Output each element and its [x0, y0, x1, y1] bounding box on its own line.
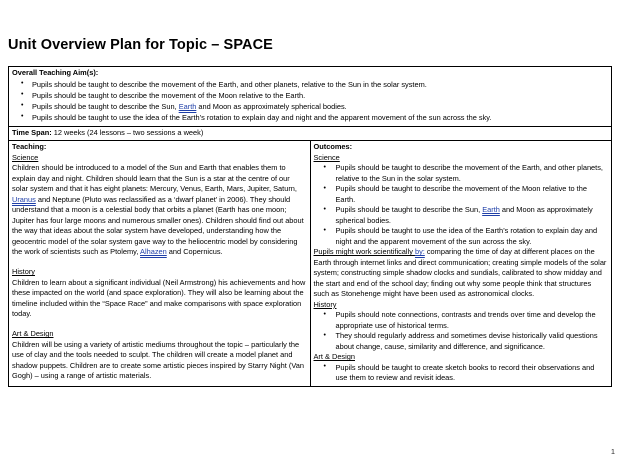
outcome-text: They should regularly address and sometimes devise historically valid questions about change, cause, similarity and difference, and significance. [335, 331, 598, 351]
unit-overview-table [8, 66, 612, 387]
teaching-cell [9, 141, 311, 387]
overall-aims-cell [9, 67, 612, 127]
outcomes-science-list [314, 163, 609, 247]
list-item [32, 80, 608, 91]
list-item [336, 331, 609, 352]
list-item [336, 310, 609, 331]
note-lead: Pupils might work scientifically [313, 247, 415, 257]
note-body: comparing the time of day at different places on the Earth through internet links and direct communication; creating simple models of the solar system; constructing simple shadow clocks and sundials, calibrated to show midday and the start and end of the school day; finding out why some people think that structures such as Stonehenge might have been used as astronomical clocks. [313, 247, 607, 299]
spellcheck-flagged-word: Earth [482, 205, 500, 215]
spellcheck-flagged-word: by: [414, 247, 425, 257]
teaching-subject-art-design: Art & Design [12, 329, 54, 339]
page-number: 1 [610, 447, 615, 456]
outcomes-subject-science: Science [313, 152, 340, 162]
outcomes-history-list [314, 310, 609, 352]
list-item: • Pupils should be taught to describe the Sun, Earth and Moon as approximately spherical bodies. [32, 102, 608, 113]
list-item [32, 113, 608, 124]
outcome-text: Pupils should be taught to use the idea of the Earth’s rotation to explain day and night and the apparent movement of the sun across the sky. [335, 226, 598, 246]
outcome-text: Pupils should be taught to create sketch books to record their observations and use them to review and revisit ideas. [335, 362, 595, 383]
outcomes-art-list [314, 363, 609, 384]
overall-aims-list [12, 80, 608, 124]
list-item [336, 184, 609, 205]
outcome-text: Pupils should be taught to describe the movement of the Moon relative to the Earth. [335, 184, 587, 204]
list-item [336, 226, 609, 247]
time-span-value: 12 weeks (24 lessons – two sessions a week) [53, 127, 204, 137]
outcomes-cell [310, 141, 612, 387]
aim-text: Pupils should be taught to describe the movement of the Moon relative to the Earth. [32, 90, 306, 100]
teaching-art-text: Children will be using a variety of artistic mediums throughout the topic – particularly the use of clay and the tools needed to sculpt. The children will create a model planet and shadow puppets. Children are to create some artistic pieces inspired by Starry Night (Van Gogh) – using a range of artistic materials. [12, 339, 304, 381]
outcome-text: Pupils should note connections, contrasts and trends over time and develop the appropriate use of historical terms. [335, 310, 596, 330]
outcomes-heading: Outcomes: [313, 142, 353, 152]
outcomes-working-scientifically-note [314, 247, 609, 300]
spellcheck-flagged-word: Uranus [12, 194, 36, 204]
outcomes-subject-art-design: Art & Design [313, 352, 355, 362]
teaching-history-text: Children to learn about a significant individual (Neil Armstrong) his achievements and how these impacted on the world (and space exploration). They will also be learning about the timeline included within the “Space Race” and make comparisons with space exploration today. [12, 277, 306, 319]
teaching-heading: Teaching: [12, 142, 47, 152]
teaching-subject-history: History [12, 267, 35, 277]
teaching-science-text-c: and Copernicus. [166, 247, 223, 257]
aim-text: Pupils should be taught to describe the movement of the Earth, and other planets, relative to the Sun in the solar system. [32, 79, 427, 89]
table-row-time-span [9, 126, 612, 141]
teaching-subject-science: Science [12, 152, 39, 162]
list-item: • Pupils should be taught to describe the Sun, Earth and Moon as approximately spherical bodies. [336, 205, 609, 226]
spellcheck-flagged-word: Earth [178, 101, 197, 111]
teaching-science-text-b: and Neptune (Pluto was reclassified as a ‘dwarf planet’ in 2006). They should understand that a moon is a celestial body that orbits a planet (Earth has one moon; Jupiter has four large moons and numerous smaller ones). Children should find out about the way that ideas about the solar system have developed, understanding how the geocentric model of the solar system gave way to the heliocentric model by considering the work of scientists such as Ptolemy, [12, 194, 304, 257]
aim-text: Pupils should be taught to use the idea of the Earth’s rotation to explain day and night and the apparent movement of the sun across the sky. [32, 112, 492, 122]
teaching-science-text-a: Children should be introduced to a model of the Sun and Earth that enables them to explain day and night. Children should learn that the Sun is a star at the centre of our solar system and that it has eight planets: Mercury, Venus, Earth, Mars, Jupiter, Saturn, [12, 163, 297, 194]
spellcheck-flagged-word: Alhazen [140, 247, 167, 257]
list-item [336, 163, 609, 184]
outcomes-subject-history: History [313, 299, 337, 309]
page-title: Unit Overview Plan for Topic – SPACE [8, 37, 273, 53]
time-span-cell [9, 126, 612, 141]
table-row-overall-aims [9, 67, 612, 127]
teaching-science-text [12, 163, 307, 258]
table-row-teaching-outcomes [9, 141, 612, 387]
list-item [32, 91, 608, 102]
overall-aims-label: Overall Teaching Aim(s): [12, 68, 99, 77]
list-item [336, 363, 609, 384]
outcome-text: Pupils should be taught to describe the movement of the Earth, and other planets, relative to the Sun in the solar system. [335, 163, 603, 183]
time-span-label: Time Span: [12, 127, 52, 137]
